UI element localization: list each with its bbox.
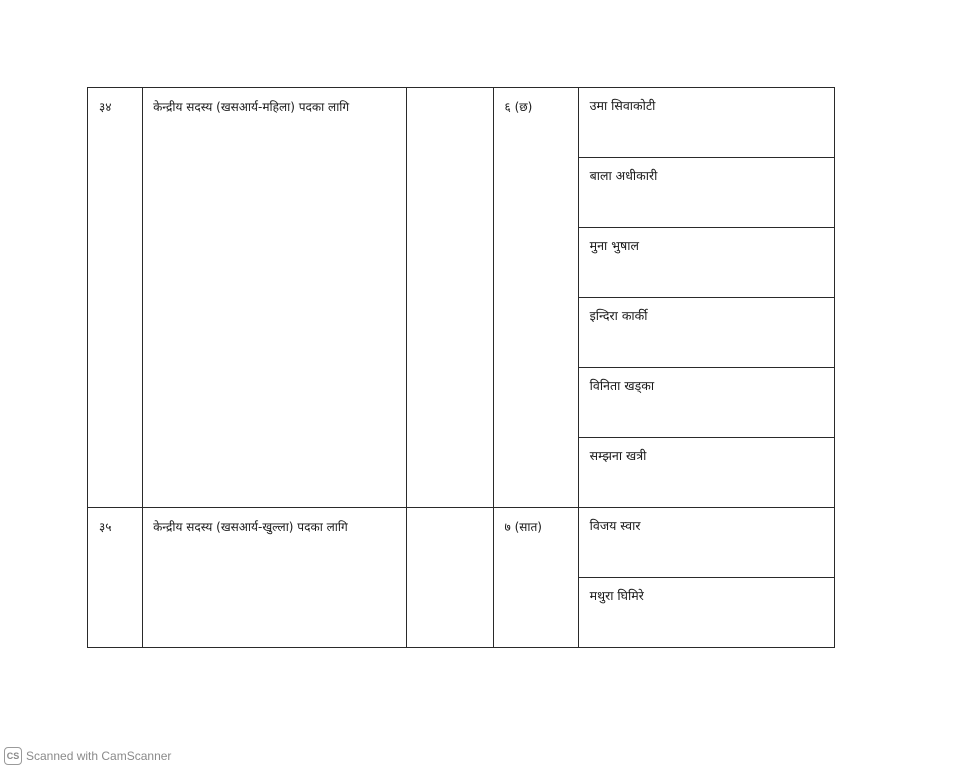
- name-cell: [578, 578, 834, 648]
- name-cell: [578, 508, 834, 578]
- candidate-table: [87, 87, 835, 648]
- post-title: केन्द्रीय सदस्य (खसआर्य-महिला) पदका लागि: [153, 100, 350, 114]
- seat-count: ६ (छ): [504, 100, 533, 114]
- post-cell: [143, 88, 407, 508]
- name-cell: [578, 368, 834, 438]
- count-cell: [493, 508, 578, 648]
- candidate-name: इन्दिरा कार्की: [589, 308, 648, 323]
- table-row: [88, 88, 835, 158]
- camscanner-watermark: [4, 746, 171, 766]
- serial-cell: [88, 508, 143, 648]
- table-row: [88, 508, 835, 578]
- serial-number: ३५: [99, 520, 112, 534]
- name-cell: [578, 158, 834, 228]
- candidate-name: बाला अधीकारी: [589, 168, 658, 183]
- camscanner-logo-icon: CS: [4, 747, 22, 765]
- post-cell: [143, 508, 407, 648]
- serial-number: ३४: [99, 100, 112, 114]
- candidate-name: मुना भुषाल: [589, 238, 639, 253]
- watermark-text: Scanned with CamScanner: [26, 749, 172, 763]
- name-cell: [578, 438, 834, 508]
- candidate-name: मथुरा घिमिरे: [589, 588, 644, 603]
- name-cell: [578, 228, 834, 298]
- count-cell: [493, 88, 578, 508]
- seat-count: ७ (सात): [504, 520, 542, 534]
- name-cell: [578, 88, 834, 158]
- candidate-name: विनिता खड्का: [589, 378, 655, 393]
- candidate-name: विजय स्वार: [589, 518, 641, 533]
- blank-cell: [407, 508, 493, 648]
- candidate-name: उमा सिवाकोटी: [589, 98, 656, 113]
- blank-cell: [407, 88, 493, 508]
- candidate-name: सम्झना खत्री: [589, 448, 647, 463]
- post-title: केन्द्रीय सदस्य (खसआर्य-खुल्ला) पदका लागि: [153, 520, 348, 534]
- serial-cell: [88, 88, 143, 508]
- name-cell: [578, 298, 834, 368]
